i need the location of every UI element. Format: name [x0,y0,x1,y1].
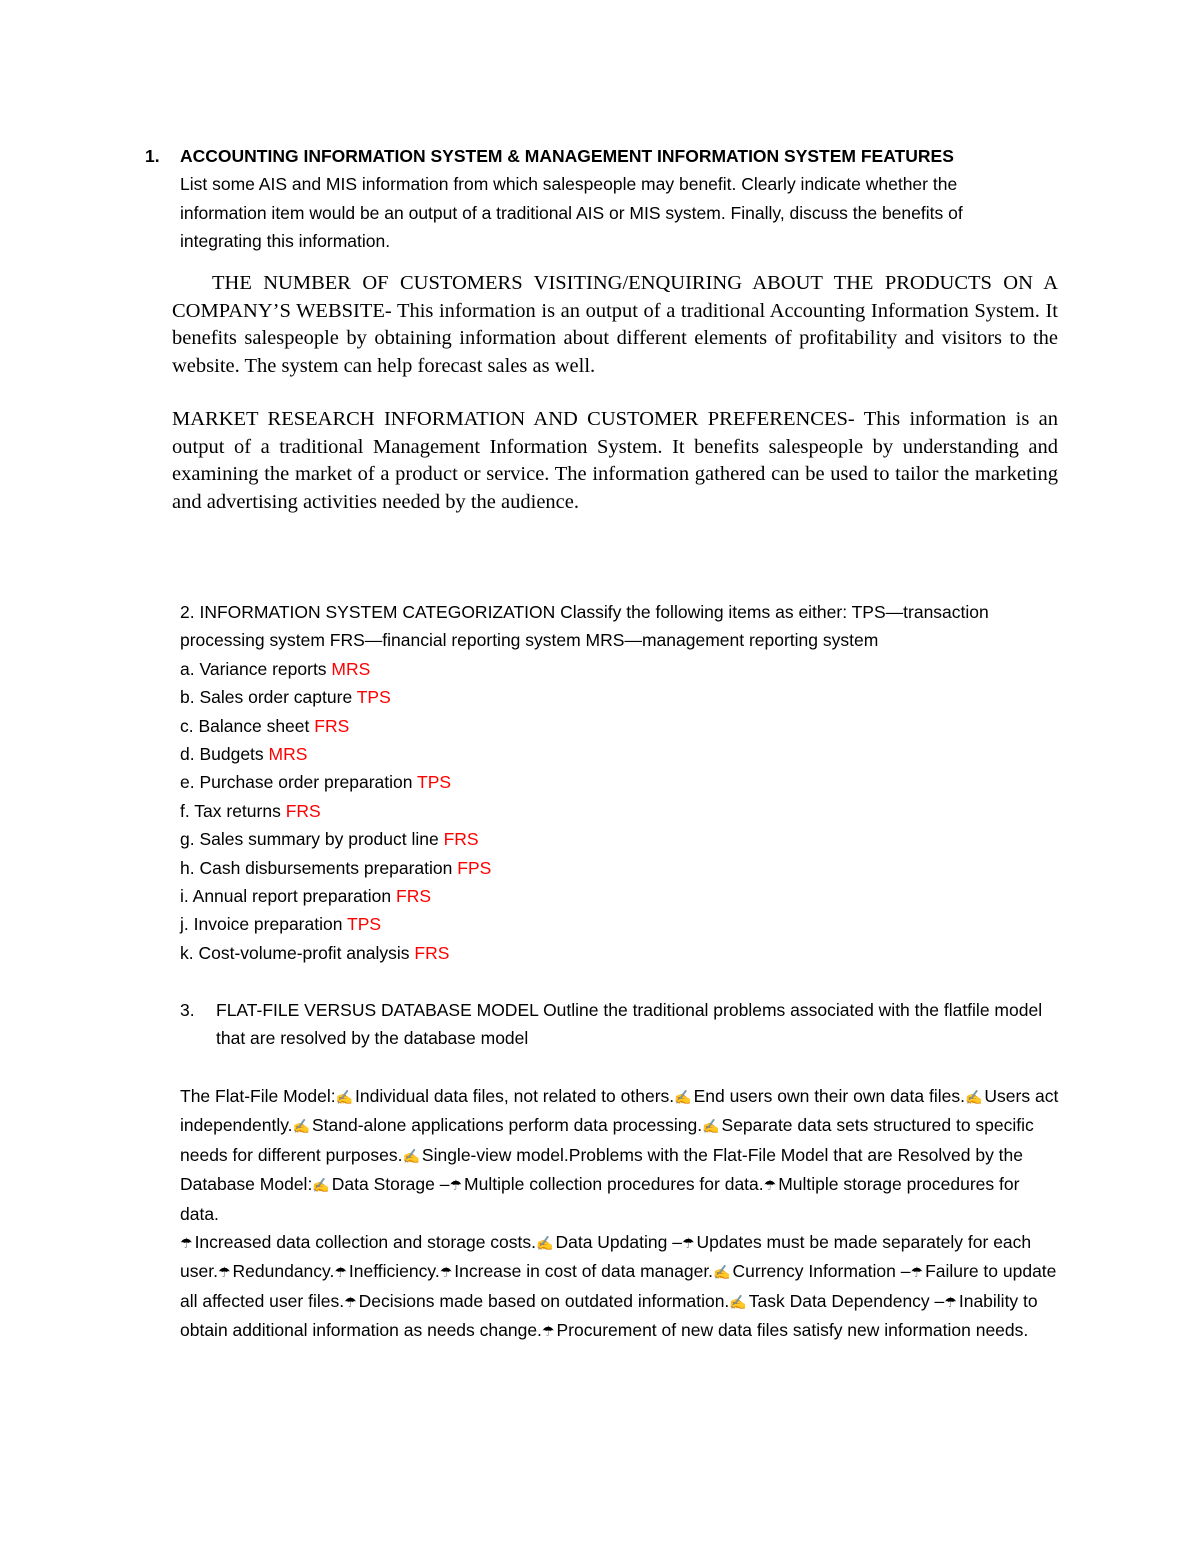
text-segment: Inability to obtain additional information as needs change. [180,1290,1038,1341]
question-prompt: FLAT-FILE VERSUS DATABASE MODEL Outline the traditional problems associated with the flatfile model that are resolved by the database model [216,1000,1043,1049]
question-prompt: List some AIS and MIS information from which salespeople may benefit. Clearly indicate whether the information item would be an output of a traditional AIS or MIS system. Finally, discuss the benefits of integrating this information. [180,174,963,252]
item-answer: FRS [414,942,450,963]
list-item [180,910,1060,938]
item-answer: MRS [268,744,308,765]
answer-paragraph-3 [180,1082,1060,1346]
sub-icon: ☂ [681,1235,695,1252]
text-segment: The Flat-File Model: [180,1086,336,1106]
text-segment: End users own their own data files. [693,1086,965,1106]
list-item [180,768,1060,796]
pointer-icon: ✍ [729,1293,747,1310]
pointer-icon: ✍ [702,1118,720,1135]
list-item [180,882,1060,910]
question-title: ACCOUNTING INFORMATION SYSTEM & MANAGEMENT INFORMATION SYSTEM FEATURES [180,146,954,166]
item-label: f. Tax returns [180,800,281,821]
text-segment: Stand-alone applications perform data processing. [311,1115,703,1136]
text-segment: Multiple storage procedures for data. [180,1174,1020,1224]
sub-icon: ☂ [449,1177,463,1194]
pointer-icon: ✍ [335,1089,354,1105]
list-item [180,854,1060,882]
sub-icon: ☂ [217,1264,231,1281]
text-segment: Increase in cost of data manager. [454,1261,714,1282]
pointer-icon: ✍ [964,1089,983,1105]
pointer-icon: ✍ [674,1089,692,1105]
text-segment: Decisions made based on outdated information. [358,1290,730,1311]
item-label: d. Budgets [180,744,264,765]
pointer-icon: ✍ [292,1118,310,1135]
list-item [180,655,1060,683]
item-label: b. Sales order capture [180,687,353,708]
item-label: c. Balance sheet [180,715,310,736]
text-segment: Increased data collection and storage costs. [194,1232,537,1253]
pointer-icon: ✍ [713,1264,731,1281]
text-segment: Data Storage – [331,1174,450,1195]
item-label: j. Invoice preparation [180,914,343,935]
sub-icon: ☂ [439,1264,453,1281]
item-answer: FRS [396,886,431,907]
answer-paragraph-2: MARKET RESEARCH INFORMATION AND CUSTOMER PREFERENCES- This information is an output of a traditional Management Information System. It benefits salespeople by understanding and examining the market of a product or service. The information gathered can be used to tailor the marketing and advertising activities needed by the audience. [172,408,1058,513]
text-segment: Currency Information – [732,1261,911,1282]
answer-paragraph-1: THE NUMBER OF CUSTOMERS VISITING/ENQUIRING ABOUT THE PRODUCTS ON A COMPANY’S WEBSITE- This information is an output of a traditional Accounting Information System. It benefits salespeople by obtaining information about different elements of profitability and visitors to the website. The system can help forecast sales as well. [172,272,1058,377]
sub-icon: ☂ [541,1323,555,1340]
item-label: h. Cash disbursements preparation [180,857,453,878]
text-segment: Individual data files, not related to others. [355,1086,675,1106]
text-segment: Inefficiency. [348,1261,440,1282]
pointer-icon: ✍ [536,1235,554,1252]
list-item [180,825,1060,853]
item-answer: FRS [285,800,321,821]
list-item [180,939,1060,967]
item-answer: MRS [331,658,371,679]
list-item [180,712,1060,740]
text-segment: Updates must be made separately for each user. [180,1232,1032,1282]
classification-list [180,655,1060,967]
item-label: i. Annual report preparation [180,886,392,907]
item-label: a. Variance reports [180,658,332,679]
text-segment: Multiple collection procedures for data. [464,1174,764,1195]
sub-icon: ☂ [910,1264,924,1281]
item-answer: FRS [314,715,350,736]
pointer-icon: ✍ [402,1147,420,1164]
item-label: k. Cost-volume-profit analysis [180,942,415,963]
item-answer: TPS [417,772,452,793]
sub-icon: ☂ [344,1293,357,1310]
item-answer: TPS [356,687,391,708]
sub-icon: ☂ [334,1264,347,1281]
text-segment: Separate data sets structured to specific needs for different purposes. [180,1115,1034,1165]
text-segment: Procurement of new data files satisfy new information needs. [556,1320,1029,1341]
item-label: g. Sales summary by product line [180,829,439,850]
text-segment: Data Updating – [555,1232,682,1253]
item-answer: FRS [443,829,479,850]
list-item [180,740,1060,768]
sub-icon: ☂ [763,1177,777,1194]
question-3 [180,996,1061,1053]
text-segment: Users act independently. [180,1086,1059,1136]
question-1 [145,142,1060,256]
item-label: e. Purchase order preparation [180,772,413,793]
question-number: 3. [180,1000,195,1020]
text-segment: Task Data Dependency – [748,1290,945,1311]
sub-icon: ☂ [944,1293,957,1310]
list-item [180,797,1060,825]
item-answer: FPS [457,857,492,878]
list-item [180,683,1060,711]
pointer-icon: ✍ [312,1177,330,1194]
text-segment: Redundancy. [232,1261,335,1282]
sub-icon: ☂ [180,1235,193,1252]
item-answer: TPS [347,914,382,935]
question-number: 1. [145,146,160,166]
question-2 [180,598,1060,967]
question-prompt: 2. INFORMATION SYSTEM CATEGORIZATION Classify the following items as either: TPS—transaction processing system FRS—financial reporting system MRS—management reporting system [180,602,989,651]
text-segment: Failure to update all affected user files. [180,1261,1057,1311]
text-segment: Single-view model.Problems with the Flat-File Model that are Resolved by the Database Model: [180,1144,1024,1195]
